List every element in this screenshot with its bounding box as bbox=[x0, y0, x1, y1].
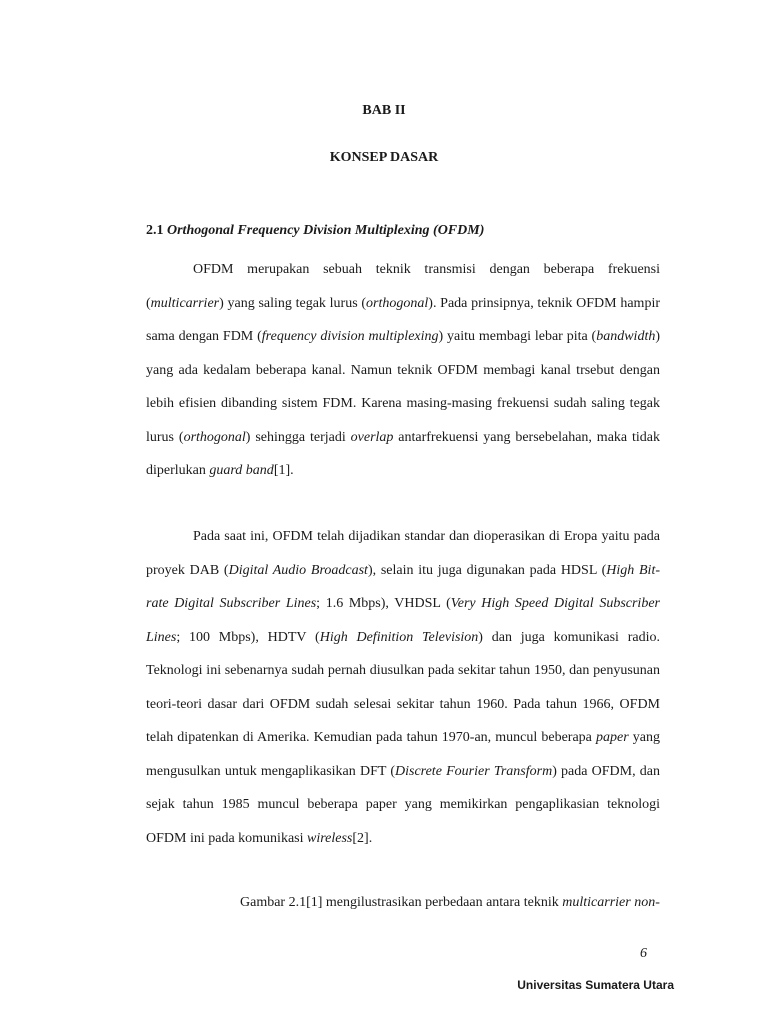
text-run: ; 100 Mbps), HDTV ( bbox=[176, 629, 320, 645]
text-run: guard band bbox=[209, 463, 274, 478]
text-run: bandwidth bbox=[596, 329, 656, 344]
text-run: [2]. bbox=[352, 830, 373, 846]
section-heading bbox=[146, 223, 484, 239]
text-run: ) yaitu membagi lebar pita ( bbox=[438, 329, 597, 344]
text-run: ), selain itu juga digunakan pada HDSL ( bbox=[367, 562, 607, 578]
text-run: orthogonal bbox=[366, 295, 429, 311]
text-run: ; 1.6 Mbps), VHDSL ( bbox=[316, 596, 451, 611]
section-number: 2.1 bbox=[146, 223, 164, 238]
text-run: OFDM merupakan sebuah teknik transmisi dengan beberapa frekuensi ( bbox=[146, 262, 660, 311]
text-run: antarfrekuensi yang bersebelahan, maka tidak diperlukan bbox=[146, 429, 660, 478]
text-run: High Definition Television bbox=[319, 629, 479, 645]
text-run: Discrete Fourier Transform bbox=[395, 763, 553, 779]
text-run: Pada saat ini, OFDM telah dijadikan standar dan dioperasikan di Eropa yaitu pada proyek DAB ( bbox=[146, 529, 660, 578]
text-run: multicarrier non- bbox=[562, 895, 660, 910]
text-run: multicarrier bbox=[150, 295, 220, 311]
paragraph-2 bbox=[146, 520, 660, 855]
text-run: wireless bbox=[307, 830, 353, 846]
page-number: 6 bbox=[640, 946, 647, 961]
text-run: Gambar 2.1[1] mengilustrasikan perbedaan antara teknik bbox=[240, 895, 563, 910]
paragraph-1 bbox=[146, 253, 660, 488]
text-run: ) yang ada kedalam beberapa kanal. Namun teknik OFDM membagi kanal trsebut dengan lebih efisien dibanding sistem FDM. Karena masing-masing frekuensi sudah saling tegak lurus ( bbox=[146, 329, 661, 445]
text-run: overlap bbox=[350, 429, 394, 445]
section-title: Orthogonal Frequency Division Multiplexing (OFDM) bbox=[167, 223, 485, 238]
text-run: yang mengusulkan untuk mengaplikasikan DFT ( bbox=[146, 730, 660, 779]
chapter-title: KONSEP DASAR bbox=[329, 150, 439, 165]
text-run: Very High Speed Digital Subscriber Lines bbox=[146, 596, 660, 645]
paragraph-3 bbox=[193, 893, 660, 913]
text-run: ) yang saling tegak lurus ( bbox=[219, 295, 367, 311]
text-run: Digital Audio Broadcast bbox=[228, 562, 368, 578]
text-run: ) sehingga terjadi bbox=[245, 429, 351, 445]
text-run: ) dan juga komunikasi radio. Teknologi ini sebenarnya sudah pernah diusulkan pada sekitar tahun 1950, dan penyusunan teori-teori dasar dari OFDM sudah selesai sekitar tahun 1960. Pada tahun 1966, OFDM telah dipatenkan di Amerika. Kemudian pada tahun 1970-an, muncul beberapa bbox=[146, 629, 660, 745]
text-run: [1]. bbox=[273, 463, 294, 478]
chapter-heading: BAB II bbox=[362, 103, 406, 118]
text-run: paper bbox=[596, 730, 629, 745]
university-footer: Universitas Sumatera Utara bbox=[517, 978, 674, 992]
text-run: frequency division multiplexing bbox=[261, 329, 439, 344]
text-run: orthogonal bbox=[183, 429, 246, 445]
text-run: ). Pada prinsipnya, teknik OFDM hampir sama dengan FDM ( bbox=[146, 295, 660, 344]
text-run: ) pada OFDM, dan sejak tahun 1985 muncul beberapa paper yang memikirkan pengaplikasian teknologi OFDM ini pada komunikasi bbox=[146, 763, 660, 846]
text-run: High Bit-rate Digital Subscriber Lines bbox=[146, 562, 660, 611]
